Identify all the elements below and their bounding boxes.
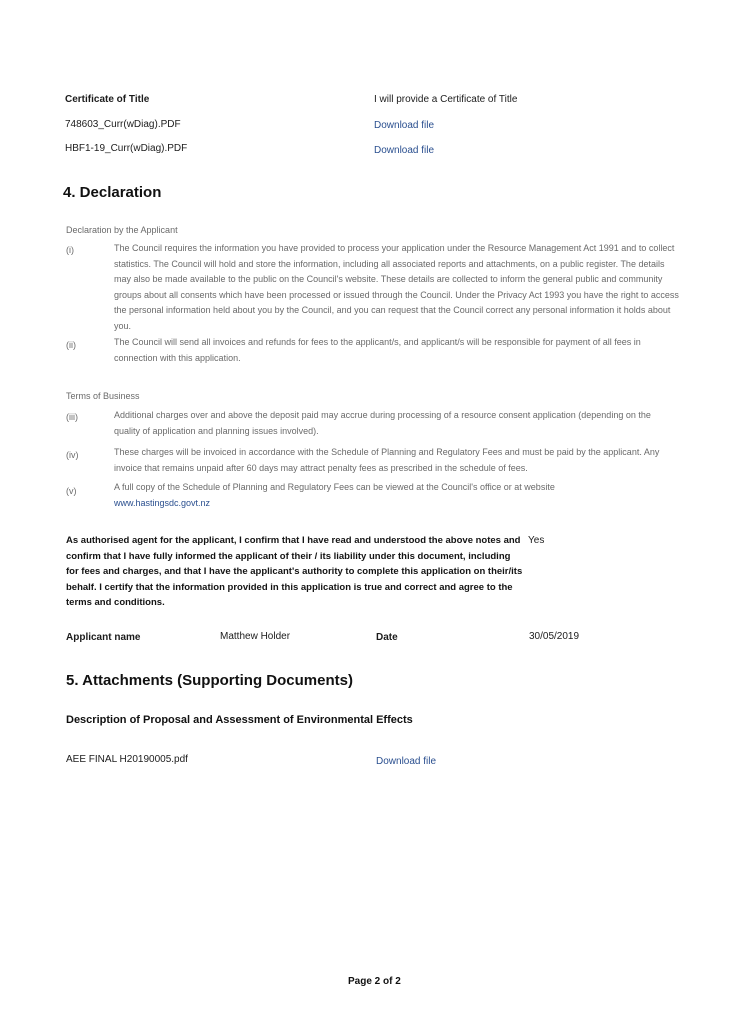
download-file-link-2[interactable]: Download file xyxy=(374,145,435,156)
certificate-label: Certificate of Title xyxy=(65,94,150,105)
applicant-name-value: Matthew Holder xyxy=(220,631,291,642)
terms-item-num-3: (iii) xyxy=(66,412,78,422)
declaration-heading: 4. Declaration xyxy=(63,184,162,201)
certificate-file-name-1: 748603_Curr(wDiag).PDF xyxy=(65,119,181,130)
council-website-link[interactable]: www.hastingsdc.govt.nz xyxy=(114,498,211,508)
certificate-value: I will provide a Certificate of Title xyxy=(374,94,518,105)
attachments-heading: 5. Attachments (Supporting Documents) xyxy=(66,672,353,689)
certificate-file-name-2: HBF1-19_Curr(wDiag).PDF xyxy=(65,143,188,154)
declaration-item-num-2: (ii) xyxy=(66,340,76,350)
declaration-item-num-1: (i) xyxy=(66,245,74,255)
terms-item-num-5: (v) xyxy=(66,486,77,496)
attachment-download-link[interactable]: Download file xyxy=(376,756,437,767)
confirmation-answer: Yes xyxy=(528,535,545,546)
applicant-name-label: Applicant name xyxy=(66,632,141,643)
terms-item-text-4: These charges will be invoiced in accordance with the Schedule of Planning and Regulatory Fees and must be paid by the applicant. Any invoice that remains unpaid after 60 days may attract penalty fees as prescribed in the schedule of fees. xyxy=(114,447,660,473)
terms-item-text-3: Additional charges over and above the deposit paid may accrue during processing of a resource consent application (depending on the quality of application and planning issues involved). xyxy=(114,410,651,436)
terms-item-num-4: (iv) xyxy=(66,450,79,460)
date-label: Date xyxy=(376,632,398,643)
attachments-subheading: Description of Proposal and Assessment of Environmental Effects xyxy=(66,714,413,726)
page-number: Page 2 of 2 xyxy=(348,976,401,987)
declaration-item-text-2: The Council will send all invoices and refunds for fees to the applicant/s, and applicant/s will be responsible for payment of all fees in connection with this application. xyxy=(114,337,641,363)
terms-item-text-5: A full copy of the Schedule of Planning and Regulatory Fees can be viewed at the Council's office or at website xyxy=(114,482,555,492)
download-file-link-1[interactable]: Download file xyxy=(374,120,435,131)
declaration-applicant-subheading: Declaration by the Applicant xyxy=(66,225,178,235)
declaration-item-text-1: The Council requires the information you have provided to process your application under the Resource Management Act 1991 and to collect statistics. The Council will hold and store the information, including all associated reports and attachments, on a public register. The details may also be made available to the public on the Council's website. These details are collected to inform the general public and community groups about all consents which have been processed or issued through the Council. Under the Privacy Act 1993 you have the right to access the personal information held about you by the Council, and you can request that the Council correct any personal information it holds about you. xyxy=(114,243,679,331)
confirmation-statement: As authorised agent for the applicant, I confirm that I have read and understood the above notes and confirm that I have fully informed the applicant of their / its liability under this document, including for fees and charges, and that I have the applicant's authority to complete this application on their/its behalf. I certify that the information provided in this application is true and correct and agree to the terms and conditions. xyxy=(66,535,523,608)
date-value: 30/05/2019 xyxy=(529,631,580,642)
terms-subheading: Terms of Business xyxy=(66,391,140,401)
attachment-file-name: AEE FINAL H20190005.pdf xyxy=(66,754,188,765)
